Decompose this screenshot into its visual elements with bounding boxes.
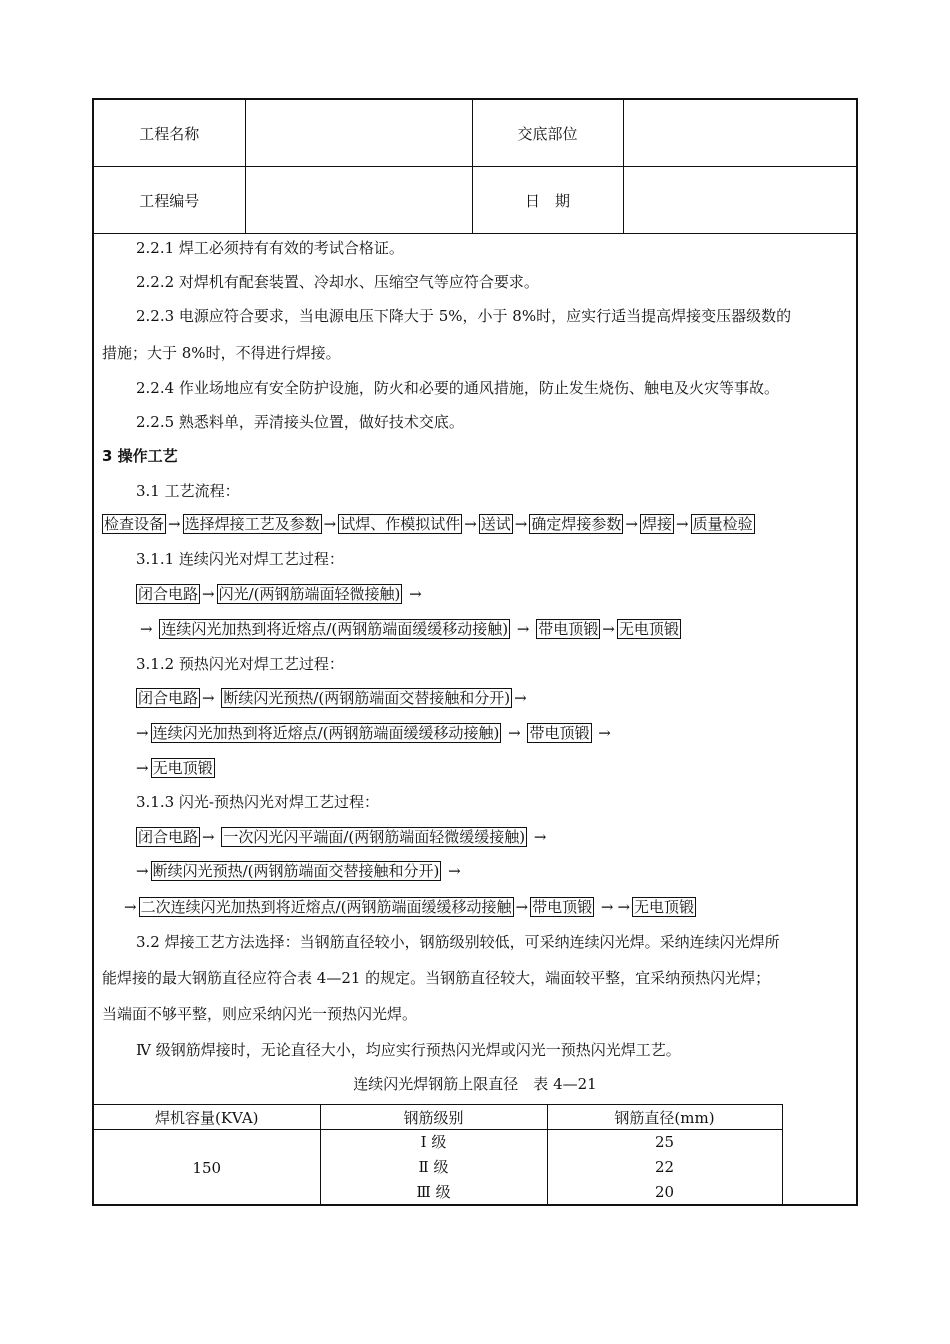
flow-step: 断续闪光预热/(两钢筋端面交替接触和分开) <box>152 862 440 880</box>
para-2-2-2: 2.2.2 对焊机有配套装置、冷却水、压缩空气等应符合要求。 <box>136 273 539 291</box>
arrow-icon: → <box>140 620 153 638</box>
flow-step: 无电顶锻 <box>634 898 695 916</box>
arrow-icon: → <box>508 724 521 742</box>
flow-3-1-2-line2 <box>134 723 613 743</box>
grade-cell <box>320 1130 547 1206</box>
arrow-icon: → <box>602 620 615 638</box>
flow-step: 二次连续闪光加热到将近熔点/(两钢筋端面缓缓移动接触 <box>140 898 512 916</box>
flow-step: 连续闪光加热到将近熔点/(两钢筋端面缓缓移动接触) <box>161 620 509 638</box>
arrow-icon: → <box>514 515 528 533</box>
flow-3-1 <box>102 514 755 534</box>
arrow-icon: → <box>598 724 611 742</box>
diameter-limit-table <box>94 1104 783 1206</box>
grade-value: Ⅰ 级 <box>420 1133 447 1151</box>
flow-step: 检查设备 <box>104 515 165 533</box>
arrow-icon: → <box>625 515 638 533</box>
diameter-value: 22 <box>654 1158 675 1176</box>
flow-step: 确定焊接参数 <box>531 515 622 533</box>
para-3-1-2: 3.1.2 预热闪光对焊工艺过程： <box>136 655 344 673</box>
para-2-2-4: 2.2.4 作业场地应有安全防护设施，防火和必要的通风措施，防止发生烧伤、触电及火灾等事故。 <box>136 379 779 397</box>
arrow-icon: → <box>136 724 149 742</box>
para-2-2-1: 2.2.1 焊工必须持有有效的考试合格证。 <box>136 239 404 257</box>
location-value <box>623 100 856 167</box>
arrow-icon: → <box>409 585 422 603</box>
flow-step: 带电顶锻 <box>532 898 593 916</box>
para-2-2-5: 2.2.5 熟悉料单，弄清接头位置，做好技术交底。 <box>136 413 464 431</box>
arrow-icon: → <box>202 585 215 603</box>
arrow-icon: → <box>533 828 547 846</box>
project-name-label: 工程名称 <box>94 100 245 167</box>
flow-step: 选择焊接工艺及参数 <box>184 515 320 533</box>
arrow-icon: → <box>202 689 215 707</box>
para-3-2-line2: 能焊接的最大钢筋直径应符合表 4—21 的规定。当钢筋直径较大，端面较平整，宜采纳预热闪光焊； <box>102 969 771 987</box>
diameter-cell <box>547 1130 782 1206</box>
table-header: 钢筋直径(mm) <box>547 1105 782 1130</box>
flow-step: 一次闪光闪平端面/(两钢筋端面轻微缓缓接触) <box>223 828 526 846</box>
arrow-icon: → <box>464 515 477 533</box>
flow-step: 带电顶锻 <box>529 724 590 742</box>
flow-step: 无电顶锻 <box>152 759 213 777</box>
capacity-cell: 150 <box>94 1130 320 1206</box>
flow-step: 质量检验 <box>692 515 753 533</box>
project-no-value <box>245 167 472 234</box>
project-name-value <box>245 100 472 167</box>
table-header: 钢筋级别 <box>320 1105 547 1130</box>
flow-3-1-1-line1 <box>136 584 424 604</box>
flow-step: 闪光/(两钢筋端面轻微接触) <box>218 585 401 603</box>
para-3-1-1: 3.1.1 连续闪光对焊工艺过程： <box>136 550 344 568</box>
date-value <box>623 167 856 234</box>
flow-step: 闭合电路 <box>138 585 199 603</box>
table-header: 焊机容量(KVA) <box>94 1105 320 1130</box>
flow-3-1-2-line3 <box>134 758 215 778</box>
para-3-2-line1: 3.2 焊接工艺方法选择：当钢筋直径较小，钢筋级别较低，可采纳连续闪光焊。采纳连续闪光焊所 <box>136 933 780 951</box>
flow-3-1-3-line1 <box>136 827 549 847</box>
flow-3-1-1-line2 <box>138 619 681 639</box>
arrow-icon: → <box>516 620 530 638</box>
flow-step: 带电顶锻 <box>538 620 599 638</box>
flow-step: 闭合电路 <box>138 689 199 707</box>
arrow-icon: → <box>202 828 215 846</box>
arrow-icon: → <box>600 898 614 916</box>
diameter-value: 20 <box>654 1183 675 1201</box>
document-frame <box>92 98 858 1206</box>
arrow-icon: → <box>515 898 529 916</box>
arrow-icon: → <box>168 515 181 533</box>
arrow-icon: → <box>448 862 461 880</box>
para-2-2-3-line2: 措施；大于 8%时，不得进行焊接。 <box>102 344 341 362</box>
diameter-value: 25 <box>654 1133 675 1151</box>
arrow-icon: → <box>136 759 149 777</box>
flow-step: 断续闪光预热/(两钢筋端面交替接触和分开) <box>223 689 511 707</box>
flow-step: 连续闪光加热到将近熔点/(两钢筋端面缓缓移动接触) <box>152 724 500 742</box>
flow-step: 闭合电路 <box>138 828 199 846</box>
header-table <box>94 100 856 234</box>
flow-step: 无电顶锻 <box>618 620 679 638</box>
location-label: 交底部位 <box>472 100 623 167</box>
arrow-icon: → <box>617 898 631 916</box>
para-3-1-3: 3.1.3 闪光-预热闪光对焊工艺过程： <box>136 793 380 811</box>
para-3-2-line3: 当端面不够平整，则应采纳闪光一预热闪光焊。 <box>102 1005 418 1023</box>
flow-step: 试焊、作模拟试件 <box>340 515 461 533</box>
arrow-icon: → <box>124 898 137 916</box>
arrow-icon: → <box>514 689 527 707</box>
flow-3-1-2-line1 <box>136 688 529 708</box>
para-grade-iv: Ⅳ 级钢筋焊接时，无论直径大小，均应实行预热闪光焊或闪光一预热闪光焊工艺。 <box>136 1041 681 1059</box>
project-no-label: 工程编号 <box>94 167 245 234</box>
para-2-2-3-line1: 2.2.3 电源应符合要求，当电源电压下降大于 5%，小于 8%时，应实行适当提高焊接变压器级数的 <box>136 307 792 325</box>
table-caption: 连续闪光焊钢筋上限直径 表 4—21 <box>353 1075 597 1093</box>
arrow-icon: → <box>136 862 149 880</box>
arrow-icon: → <box>323 515 337 533</box>
section-3-heading: 3 操作工艺 <box>102 447 178 465</box>
arrow-icon: → <box>675 515 689 533</box>
flow-3-1-3-line2 <box>134 861 463 881</box>
grade-value: Ⅱ 级 <box>418 1158 449 1176</box>
flow-step: 送试 <box>480 515 511 533</box>
date-label: 日 期 <box>472 167 623 234</box>
flow-step: 焊接 <box>641 515 672 533</box>
flow-3-1-3-line3 <box>122 897 696 917</box>
para-3-1: 3.1 工艺流程： <box>136 482 240 500</box>
grade-value: Ⅲ 级 <box>416 1183 451 1201</box>
